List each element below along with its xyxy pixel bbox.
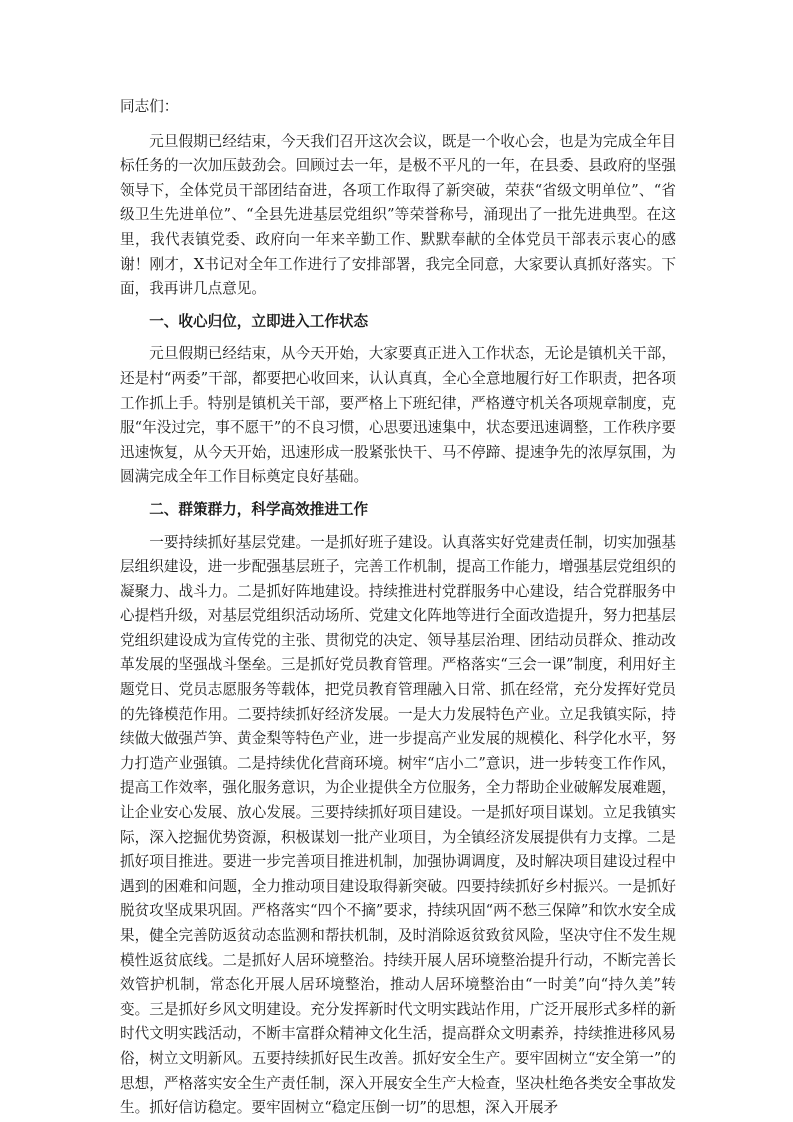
intro-paragraph: 元旦假期已经结束，今天我们召开这次会议，既是一个收心会，也是为完成全年目标任务的一次加压鼓劲会。回顾过去一年，是极不平凡的一年，在县委、县政府的坚强领导下，全体党员干部团结奋进，各项工作取得了新突破，荣获“省级文明单位”、“省级卫生先进单位”、“全县先进基层党组织”等荣誉称号，涌现出了一批先进典型。在这里，我代表镇党委、政府向一年来辛勤工作、默默奉献的全体党员干部表示衷心的感谢！刚才，X书记对全年工作进行了安排部署，我完全同意，大家要认真抓好落实。下面，我再讲几点意见。 [120, 132, 676, 298]
document-page [120, 95, 676, 1121]
section-2-paragraph: 一要持续抓好基层党建。一是抓好班子建设。认真落实好党建责任制，切实加强基层组织建设，进一步配强基层班子，完善工作机制，提高工作能力，增强基层党组织的凝聚力、战斗力。二是抓好阵地建设。持续推进村党群服务中心建设，结合党群服务中心提档升级，对基层党组织活动场所、党建文化阵地等进行全面改造提升，努力把基层党组织建设成为宣传党的主张、贯彻党的决定、领导基层治理、团结动员群众、推动改革发展的坚强战斗堡垒。三是抓好党员教育管理。严格落实“三会一课”制度，利用好主题党日、党员志愿服务等载体，把党员教育管理融入日常、抓在经常，充分发挥好党员的先锋模范作用。二要持续抓好经济发展。一是大力发展特色产业。立足我镇实际，持续做大做强芦笋、黄金梨等特色产业，进一步提高产业发展的规模化、科学化水平，努力打造产业强镇。二是持续优化营商环境。树牢“店小二”意识，进一步转变工作作风，提高工作效率，强化服务意识，为企业提供全方位服务，全力帮助企业破解发展难题，让企业安心发展、放心发展。三要持续抓好项目建设。一是抓好项目谋划。立足我镇实际，深入挖掘优势资源，积极谋划一批产业项目，为全镇经济发展提供有力支撑。二是抓好项目推进。要进一步完善项目推进机制，加强协调调度，及时解决项目建设过程中遇到的困难和问题，全力推动项目建设取得新突破。四要持续抓好乡村振兴。一是抓好脱贫攻坚成果巩固。严格落实“四个不摘”要求，持续巩固“两不愁三保障”和饮水安全成果，健全完善防返贫动态监测和帮扶机制，及时消除返贫致贫风险，坚决守住不发生规模性返贫底线。二是抓好人居环境整治。持续开展人居环境整治提升行动，不断完善长效管护机制，常态化开展人居环境整治，推动人居环境整治由“一时美”向“持久美”转变。三是抓好乡风文明建设。充分发挥新时代文明实践站作用，广泛开展形式多样的新时代文明实践活动，不断丰富群众精神文化生活，提高群众文明素养，持续推进移风易俗，树立文明新风。五要持续抓好民生改善。抓好安全生产。要牢固树立“安全第一”的思想，严格落实安全生产责任制，深入开展安全生产大检查，坚决杜绝各类安全事故发生。抓好信访稳定。要牢固树立“稳定压倒一切”的思想，深入开展矛 [120, 533, 676, 1117]
section-1-heading: 一、收心归位，立即进入工作状态 [149, 312, 369, 330]
section-1-paragraph: 元旦假期已经结束，从今天开始，大家要真正进入工作状态，无论是镇机关干部，还是村“两委”干部，都要把心收回来，认认真真，全心全意地履行好工作职责，把各项工作抓上手。特别是镇机关干部，要严格上下班纪律，严格遵守机关各项规章制度，克服“年没过完，事不愿干”的不良习惯，心思要迅速集中，状态要迅速调整，工作秩序要迅速恢复，从今天开始，迅速形成一股紧张快干、马不停蹄、提速争先的浓厚氛围，为圆满完成全年工作目标奠定良好基础。 [120, 345, 676, 486]
section-2-heading: 二、群策群力，科学高效推进工作 [149, 500, 369, 518]
salutation: 同志们： [120, 98, 179, 115]
